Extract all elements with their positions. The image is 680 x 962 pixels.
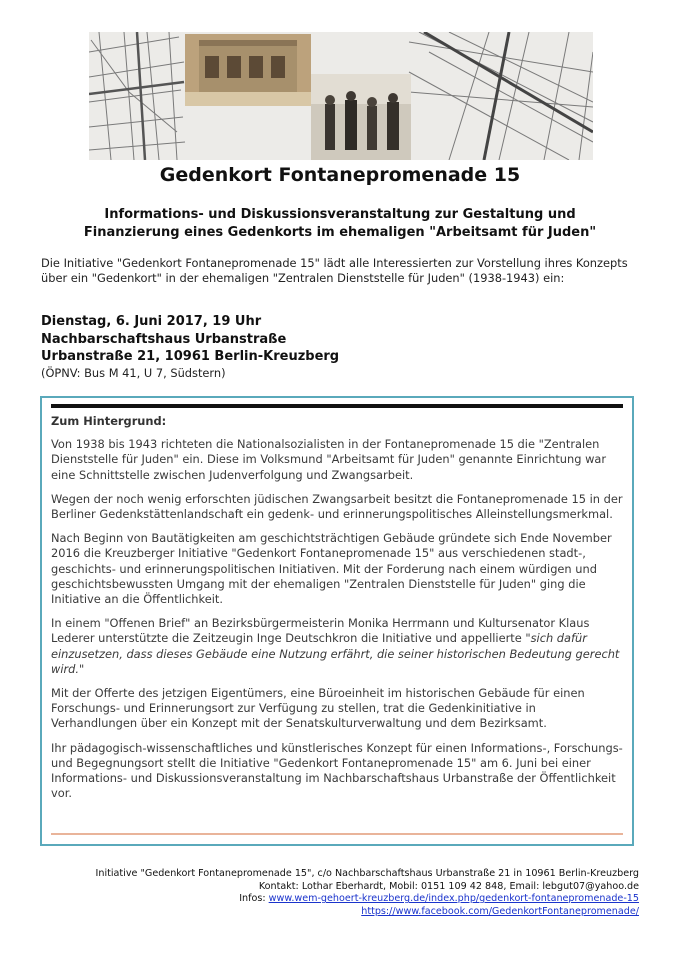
header-banner — [89, 32, 593, 160]
workers-photo — [311, 74, 411, 160]
event-date: Dienstag, 6. Juni 2017, 19 Uhr — [41, 314, 262, 329]
deutschkron-quote: "sich dafür einzusetzen, dass dieses Gebäude eine Nutzung erfährt, die seiner historischen Bedeutung gerecht wird." — [51, 631, 620, 676]
footer-contact-line: Kontakt: Lothar Eberhardt, Mobil: 0151 109 42 848, Email: lebgut07@yahoo.de — [258, 880, 639, 892]
event-venue: Nachbarschaftshaus Urbanstraße — [41, 331, 287, 347]
background-paragraph-6: Ihr pädagogisch-wissenschaftliches und künstlerisches Konzept für einen Informations-, Forschungs- und Begegnungsort stellt die Initiative "Gedenkort Fontanepromenade 15" am 6. Juni bei einer Informations- und Diskussionsveranstaltung im Nachbarschaftshaus Urbanstraße der Öffentlichkeit vor. — [51, 740, 623, 801]
event-details — [41, 313, 641, 381]
subtitle-line-2: Finanzierung eines Gedenkorts im ehemaligen "Arbeitsamt für Juden" — [83, 225, 597, 240]
footer-contact — [39, 868, 639, 918]
background-paragraph-2: Wegen der noch wenig erforschten jüdischen Zwangsarbeit besitzt die Fontanepromenade 15 in der Berliner Gedenkstättenlandschaft ein gedenk- und erinnerungspolitisches Alleinstellungsmerkmal. — [51, 491, 623, 522]
historic-building-photo — [185, 34, 311, 106]
event-address: Urbanstraße 21, 10961 Berlin-Kreuzberg — [41, 349, 340, 364]
background-content — [51, 414, 623, 810]
city-map-image — [89, 32, 593, 160]
background-paragraph-4 — [51, 616, 623, 677]
footer-facebook — [39, 906, 639, 919]
footer-infos — [39, 893, 639, 906]
footer-address: Initiative "Gedenkort Fontanepromenade 15", c/o Nachbarschaftshaus Urbanstraße 21 in 10961 Berlin-Kreuzberg — [95, 868, 639, 879]
facebook-link[interactable]: https://www.facebook.com/GedenkortFontanepromenade/ — [361, 905, 639, 917]
box-top-divider — [51, 404, 623, 408]
background-paragraph-5: Mit der Offerte des jetzigen Eigentümers, eine Büroeinheit im historischen Gebäude für einen Forschungs- und Erinnerungsort zur Verfügung zu stellen, trat die Gedenkinitiative in Verhandlungen über ein Konzept mit der Senatskulturverwaltung und dem Bezirksamt. — [51, 686, 585, 731]
infos-label: Infos: — [239, 893, 269, 905]
background-paragraph-3: Nach Beginn von Bautätigkeiten am geschichtsträchtigen Gebäude gründete sich Ende November 2016 die Kreuzberger Initiative "Gedenkort Fontanepromenade 15" aus verschiedenen stadt-, geschichts- und erinnerungspolitischen Initiativen. Mit der Forderung nach einem würdigen und geschichtsbewussten Umgang mit der ehemaligen "Zentralen Dienststelle für Juden" ging die Initiative an die Öffentlichkeit. — [51, 531, 612, 607]
event-subtitle — [60, 206, 620, 242]
event-transit: (ÖPNV: Bus M 41, U 7, Südstern) — [41, 365, 226, 380]
background-box — [40, 396, 634, 846]
page-title: Gedenkort Fontanepromenade 15 — [159, 164, 521, 186]
background-paragraph-1: Von 1938 bis 1943 richteten die Nationalsozialisten in der Fontanepromenade 15 die "Zentralen Dienststelle für Juden" ein. Diese im Volksmund "Arbeitsamt für Juden" genannte Einrichtung war eine Schnittstelle zwischen Judenverfolgung und Zwangsarbeit. — [51, 437, 607, 482]
intro-text: Die Initiative "Gedenkort Fontanepromenade 15" lädt alle Interessierten zur Vorstellung ihres Konzepts über ein "Gedenkort" in der ehemaligen "Zentralen Dienststelle für Juden" (1938-1943) ein: — [41, 256, 628, 285]
box-bottom-divider — [51, 833, 623, 835]
subtitle-line-1: Informations- und Diskussionsveranstaltung zur Gestaltung und — [104, 207, 576, 222]
paragraph-4-text: In einem "Offenen Brief" an Bezirksbürgermeisterin Monika Herrmann und Kultursenator Klaus Lederer unterstützte die Zeitzeugin Inge Deutschkron die Initiative und appellierte — [51, 616, 590, 646]
website-link[interactable]: www.wem-gehoert-kreuzberg.de/index.php/gedenkort-fontanepromenade-15 — [268, 893, 639, 905]
background-heading: Zum Hintergrund: — [51, 414, 167, 428]
